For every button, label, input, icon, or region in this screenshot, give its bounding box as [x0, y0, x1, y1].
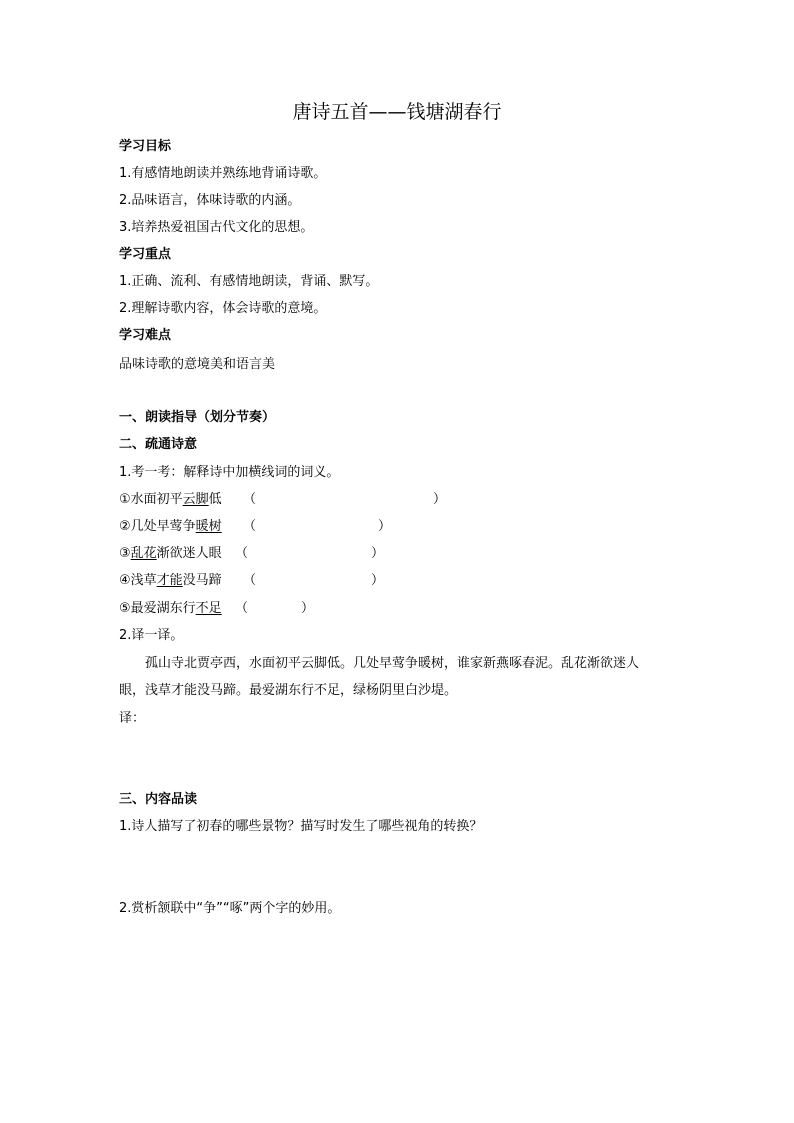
answer-paren-close: ）	[433, 492, 447, 507]
vocab-item: ④浅草才能没马蹄	[119, 573, 222, 588]
underlined-word: 乱花	[130, 546, 157, 561]
difficulty-text: 品味诗歌的意境美和语言美	[119, 357, 276, 372]
vocab-item: ③乱花渐欲迷人眼	[119, 546, 222, 561]
poem-text: 眼，浅草才能没马蹄。最爱湖东行不足，绿杨阴里白沙堤。	[119, 683, 458, 698]
underlined-word: 不足	[195, 601, 222, 616]
answer-paren-close: ）	[371, 546, 385, 561]
poem-text: 孤山寺北贾亭西，水面初平云脚低。几处早莺争暖树，谁家新燕啄春泥。乱花渐欲迷人	[145, 656, 640, 671]
goal-item: 2.品味语言，体味诗歌的内涵。	[119, 193, 301, 208]
underlined-word: 暖树	[195, 519, 222, 534]
vocab-item: ②几处早莺争暖树	[119, 519, 222, 534]
difficulty-heading: 学习难点	[119, 328, 172, 343]
answer-paren-open: （	[243, 519, 257, 534]
answer-paren-open: （	[235, 546, 249, 561]
section2-question1: 1.考一考：解释诗中加横线词的词义。	[119, 465, 340, 480]
focus-item: 1.正确、流利、有感情地朗读，背诵、默写。	[119, 274, 379, 289]
section2-heading: 二、疏通诗意	[119, 437, 198, 452]
section3-question2: 2.赏析颔联中“争”“啄”两个字的妙用。	[119, 901, 341, 916]
underlined-word: 才能	[156, 573, 183, 588]
answer-paren-open: （	[235, 601, 249, 616]
section2-question2: 2.译一译。	[119, 628, 184, 643]
vocab-item: ①水面初平云脚低	[119, 492, 222, 507]
answer-paren-close: ）	[378, 519, 392, 534]
section3-question1: 1.诗人描写了初春的哪些景物？描写时发生了哪些视角的转换？	[119, 819, 483, 834]
goal-item: 3.培养热爱祖国古代文化的思想。	[119, 220, 314, 235]
underlined-word: 云脚	[182, 492, 209, 507]
section1-heading: 一、朗读指导（划分节奏）	[119, 410, 276, 425]
vocab-item: ⑤最爱湖东行不足	[119, 601, 222, 616]
translate-label: 译：	[119, 711, 146, 726]
answer-paren-close: ）	[301, 601, 315, 616]
section3-heading: 三、内容品读	[119, 792, 198, 807]
answer-paren-open: （	[243, 492, 257, 507]
goals-heading: 学习目标	[119, 139, 172, 154]
goal-item: 1.有感情地朗读并熟练地背诵诗歌。	[119, 166, 327, 181]
answer-paren-close: ）	[371, 573, 385, 588]
answer-paren-open: （	[243, 573, 257, 588]
focus-heading: 学习重点	[119, 247, 172, 262]
page-title: 唐诗五首——钱塘湖春行	[292, 101, 502, 123]
focus-item: 2.理解诗歌内容，体会诗歌的意境。	[119, 301, 327, 316]
